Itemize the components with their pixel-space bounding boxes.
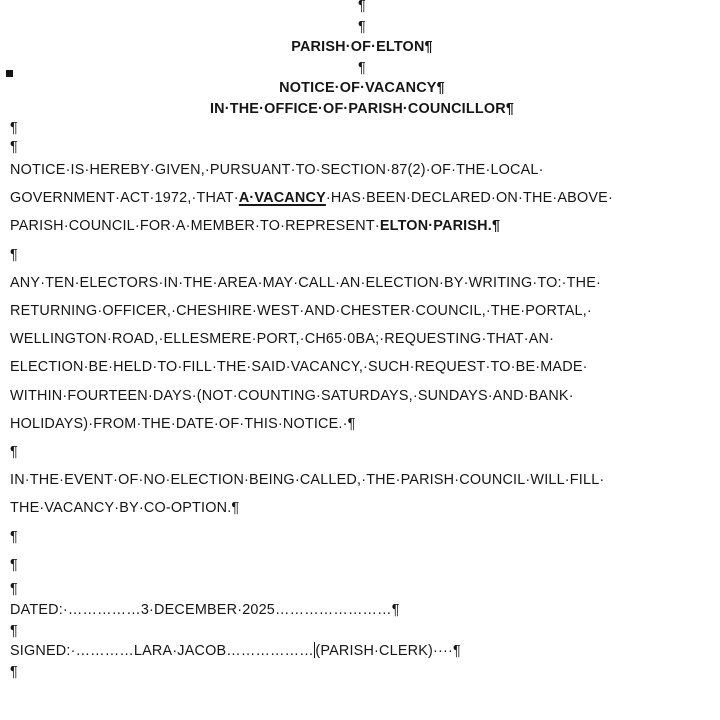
text-line (10, 241, 714, 269)
text-line (10, 641, 714, 662)
text-line (10, 99, 714, 120)
text-segment: ¶ (10, 246, 18, 263)
text-line (10, 410, 714, 438)
text-line (10, 184, 714, 212)
text-segment: ¶ (358, 18, 366, 35)
text-segment: ELECTION·BE·HELD·TO·FILL·THE·SAID·VACANCY,·SUCH·REQUEST·TO·BE·MADE· (10, 359, 588, 376)
text-line (10, 494, 714, 522)
text-line (10, 0, 714, 17)
text-segment: ELTON·PARISH.¶ (379, 218, 501, 235)
text-segment: PARISH·OF·ELTON¶ (291, 39, 433, 55)
title-block (10, 0, 714, 119)
text-segment: ¶ (358, 0, 366, 14)
text-line (10, 119, 714, 138)
text-segment: (PARISH·CLERK)····¶ (315, 643, 461, 660)
text-line (10, 600, 714, 621)
text-line (10, 297, 714, 325)
text-segment: ¶ (10, 120, 18, 136)
text-segment: PARISH·COUNCIL·FOR·A·MEMBER·TO·REPRESENT· (10, 218, 380, 235)
text-segment: A·VACANCY (238, 190, 326, 207)
text-line (10, 438, 714, 466)
text-segment: ¶ (10, 444, 18, 461)
text-line (10, 662, 714, 683)
text-segment: HOLIDAYS)·FROM·THE·DATE·OF·THIS·NOTICE.·¶ (10, 415, 356, 432)
text-line (10, 269, 714, 297)
text-line (10, 551, 714, 579)
text-segment: ¶ (358, 59, 366, 76)
text-segment: ¶ (10, 138, 18, 155)
text-segment: WITHIN·FOURTEEN·DAYS·(NOT·COUNTING·SATURDAYS,·SUNDAYS·AND·BANK· (10, 387, 574, 404)
text-line (10, 138, 714, 157)
text-line (10, 325, 714, 353)
text-segment: ·HAS·BEEN·DECLARED·ON·THE·ABOVE· (325, 190, 613, 207)
text-line (10, 58, 714, 79)
spacer-block (10, 119, 714, 156)
text-segment: WELLINGTON·ROAD,·ELLESMERE·PORT,·CH65·0BA;·REQUESTING·THAT·AN· (10, 331, 555, 348)
text-segment: ANY·TEN·ELECTORS·IN·THE·AREA·MAY·CALL·AN·ELECTION·BY·WRITING·TO:·THE· (10, 274, 602, 291)
text-segment: GOVERNMENT·ACT·1972,·THAT· (10, 190, 239, 207)
text-segment: ¶ (10, 664, 18, 681)
text-line (10, 17, 714, 38)
signature-block (10, 579, 714, 683)
text-line (10, 78, 714, 99)
text-segment: THE·VACANCY·BY·CO-OPTION.¶ (10, 500, 240, 517)
text-line (10, 156, 714, 184)
text-segment: RETURNING·OFFICER,·CHESHIRE·WEST·AND·CHESTER·COUNCIL,·THE·PORTAL,· (10, 303, 592, 320)
text-line (10, 466, 714, 494)
body-block (10, 156, 714, 579)
text-line (10, 382, 714, 410)
text-line (10, 37, 714, 58)
text-line (10, 353, 714, 381)
text-line (10, 212, 714, 240)
text-segment: NOTICE·IS·HEREBY·GIVEN,·PURSUANT·TO·SECTION·87(2)·OF·THE·LOCAL· (10, 162, 544, 178)
text-line (10, 579, 714, 600)
text-segment: IN·THE·OFFICE·OF·PARISH·COUNCILLOR¶ (209, 100, 515, 117)
text-segment: DATED:·……………3·DECEMBER·2025……………………¶ (10, 601, 400, 618)
text-line (10, 523, 714, 551)
text-segment: NOTICE·OF·VACANCY¶ (279, 80, 445, 96)
text-segment: SIGNED:·…………LARA·JACOB……………… (10, 643, 314, 660)
text-segment: ¶ (10, 556, 18, 573)
text-line (10, 621, 714, 642)
text-segment: IN·THE·EVENT·OF·NO·ELECTION·BEING·CALLED,·THE·PARISH·COUNCIL·WILL·FILL· (10, 472, 605, 489)
text-segment: ¶ (10, 528, 18, 545)
text-segment: ¶ (10, 622, 18, 639)
text-segment: ¶ (10, 581, 18, 598)
